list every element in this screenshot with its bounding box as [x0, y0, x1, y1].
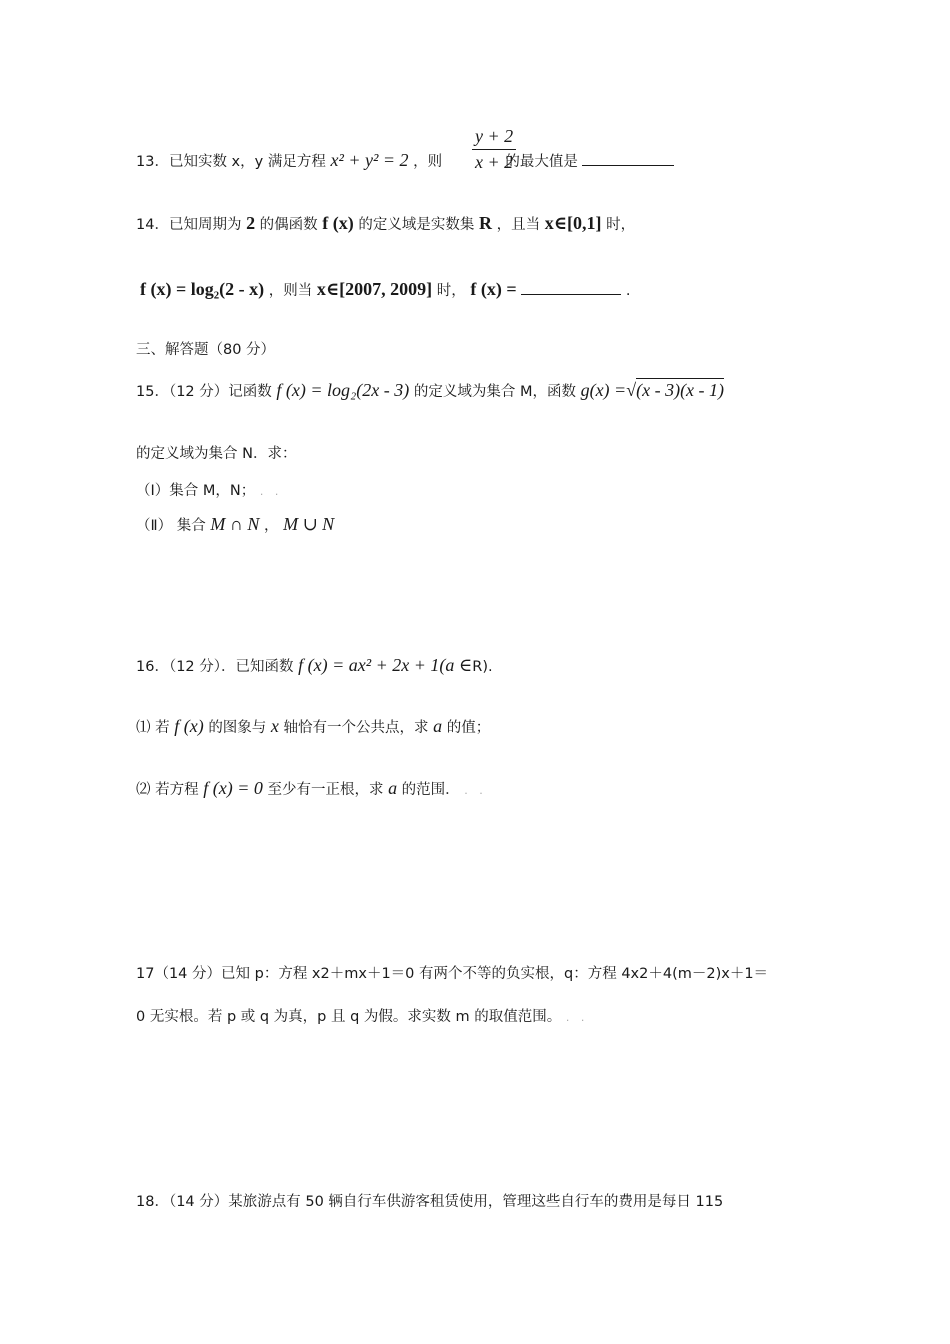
q15-mid: 的定义域为集合 M，函数 — [413, 384, 576, 400]
q16-p1-x: x — [270, 716, 279, 736]
q14-text2: 的定义域是实数集 — [358, 217, 475, 233]
q16-p2-a: a — [388, 778, 398, 798]
q16-dots: . . — [464, 784, 487, 797]
q17-dots: . . — [565, 1011, 589, 1024]
q15-part2 — [136, 514, 334, 535]
q15-union: M ∪ N — [283, 514, 335, 534]
q13-mid: ，则 — [413, 154, 443, 170]
q18-line1: 18．（14 分）某旅游点有 50 辆自行车供游客租赁使用，管理这些自行车的费用是每日 115 — [136, 1194, 724, 1210]
q16-part2 — [136, 778, 487, 799]
q13-prefix: 13．已知实数 x，y 满足方程 — [136, 154, 326, 170]
q16-prefix: 16．（12 分）．已知函数 — [136, 659, 294, 675]
q14-text1: 的偶函数 — [259, 217, 318, 233]
q14-function-definition: f (x) = log₂(2 - x) — [140, 279, 265, 299]
radical-sign-icon: √ — [626, 380, 637, 400]
q14-period: 2 — [246, 213, 256, 233]
q14-prefix: 14．已知周期为 — [136, 217, 242, 233]
q16-p2-mid: 至少有一正根，求 — [267, 782, 384, 798]
q15-separator: ， — [263, 518, 279, 534]
q15-g-lhs: g(x) = — [580, 380, 627, 400]
q17-line2 — [136, 1005, 588, 1026]
q14-set-r: R — [478, 213, 492, 233]
q15-dots: . . — [259, 485, 283, 498]
q16-p1-fx: f (x) — [174, 716, 204, 736]
q15-g-radicand: (x - 3)(x - 1) — [636, 380, 725, 400]
q14-condition1: x∈[0,1] — [544, 213, 602, 233]
q15-part2-prefix: （Ⅱ） 集合 — [136, 518, 206, 534]
q14-line1 — [136, 213, 635, 234]
q16-r-close: R). — [472, 659, 493, 675]
q16-p2-end: 的范围． — [401, 782, 460, 798]
q16-p2-equation: f (x) = 0 — [203, 778, 263, 798]
q13-frac-numerator: y + 2 — [472, 126, 516, 150]
q14-fx-equals: f (x) = — [470, 279, 517, 299]
q13-answer-blank — [582, 165, 674, 166]
q16-part1 — [136, 716, 490, 737]
q14-answer-blank — [521, 294, 621, 295]
q15-line2: 的定义域为集合 N．求： — [136, 446, 297, 462]
q14-fx: f (x) — [322, 213, 354, 233]
q14-condition2: x∈[2007, 2009] — [316, 279, 433, 299]
q16-f-definition: f (x) = ax² + 2x + 1(a ∈ — [298, 655, 473, 675]
q13-suffix: 的最大值是 — [505, 154, 578, 170]
q16-p2-prefix: ⑵ 若方程 — [136, 782, 199, 798]
q15-line1 — [136, 380, 724, 401]
q13-frac-denominator: x + 2 — [475, 152, 514, 172]
q15-intersection: M ∩ N — [210, 514, 260, 534]
q17-line2-text: 0 无实根。若 p 或 q 为真，p 且 q 为假。求实数 m 的取值范围。 — [136, 1009, 562, 1025]
q16-p1-end: 的值； — [446, 720, 491, 736]
q15-f-definition: f (x) = log₂(2x - 3) — [276, 380, 410, 400]
q14-end: . — [625, 283, 631, 299]
q15-part1 — [136, 479, 282, 500]
q16-p1-a: a — [433, 716, 443, 736]
q16-p1-prefix: ⑴ 若 — [136, 720, 170, 736]
q13-equation: x² + y² = 2 — [330, 150, 409, 170]
q16-line1 — [136, 655, 493, 676]
q14-text4: 时， — [606, 217, 636, 233]
q16-p1-mid2: 轴恰有一个公共点，求 — [283, 720, 429, 736]
q14-text6: 时， — [436, 283, 466, 299]
q16-p1-mid: 的图象与 — [208, 720, 267, 736]
q17-line1: 17（14 分）已知 p：方程 x2＋mx＋1＝0 有两个不等的负实根，q：方程 4x2＋4(m－2)x＋1＝ — [136, 966, 769, 982]
section-heading: 三、解答题（80 分） — [136, 342, 276, 358]
q14-text5: ，则当 — [268, 283, 313, 299]
q14-line2 — [140, 279, 630, 300]
q15-part1-text: （Ⅰ）集合 M，N； — [136, 483, 256, 499]
q14-text3: ，且当 — [496, 217, 541, 233]
q13-line — [136, 150, 674, 171]
q15-prefix: 15．（12 分）记函数 — [136, 384, 272, 400]
